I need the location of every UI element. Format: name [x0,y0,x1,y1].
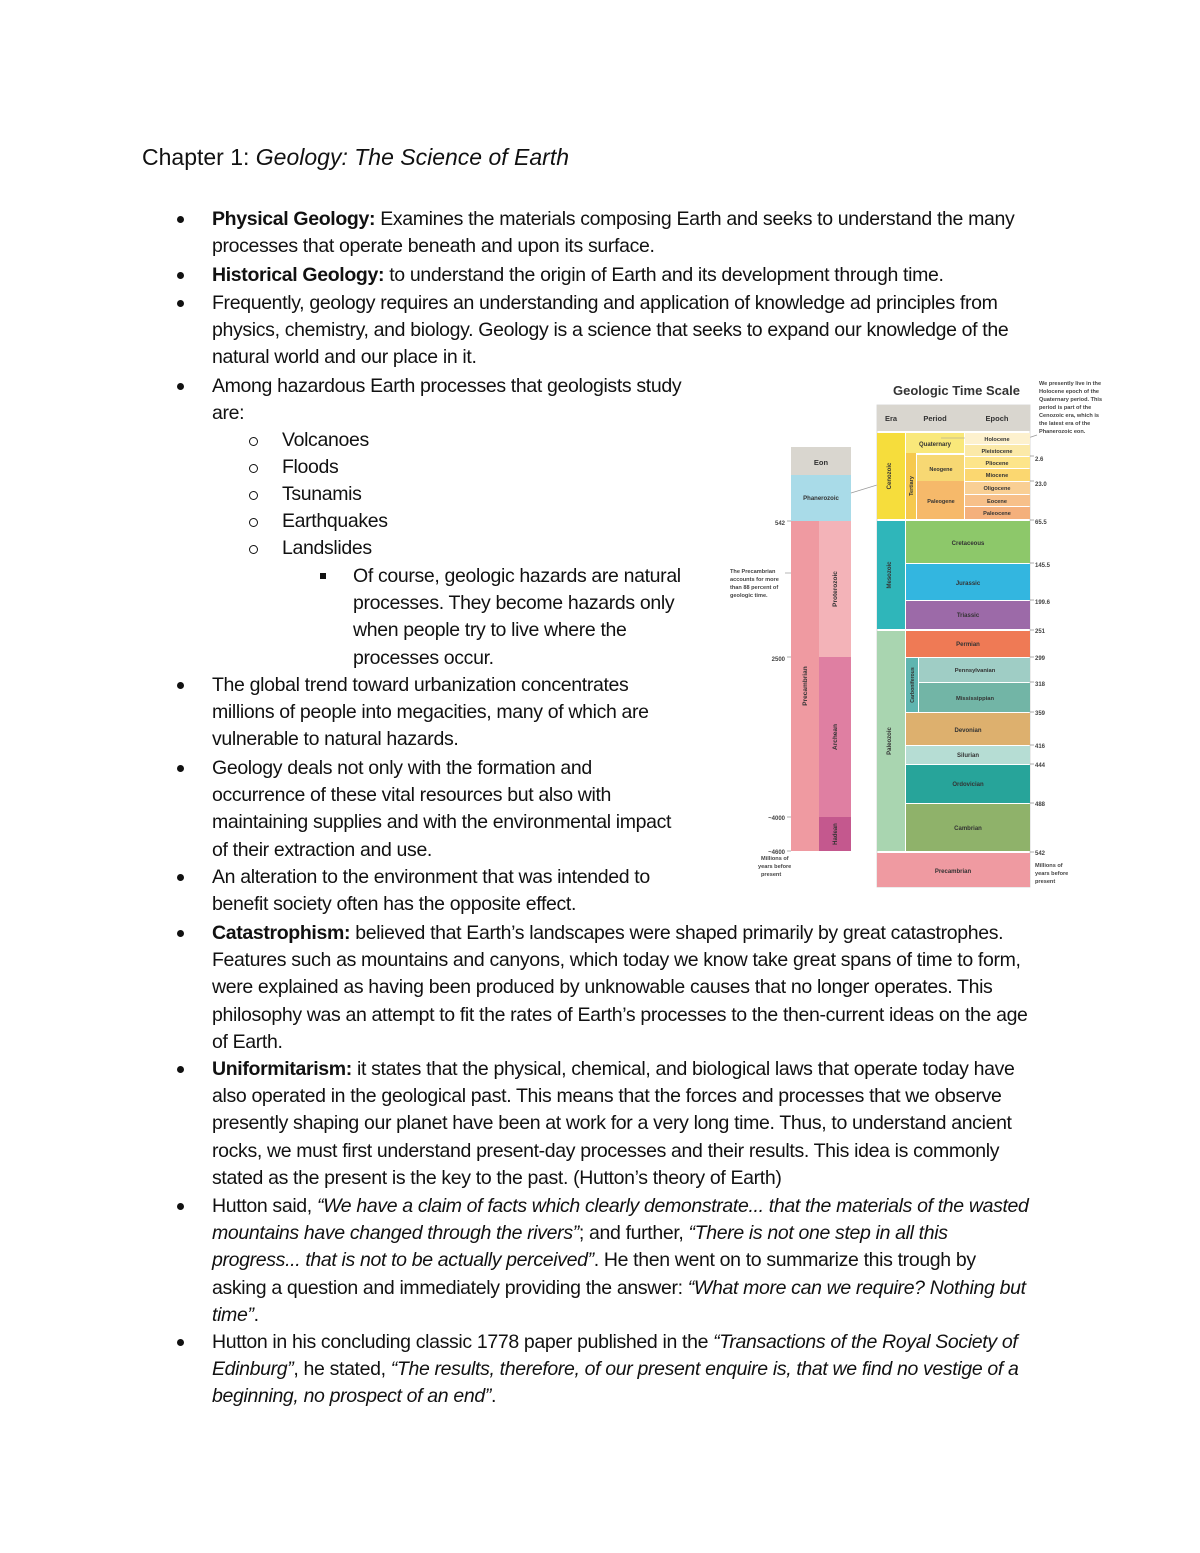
bullet-hutton-paper [212,1329,1019,1411]
text-line: rocks, we must first understand present-day processes and their results. This idea is commonly [212,1139,1000,1162]
cretaceous-label: Cretaceous [951,541,985,547]
figure-note [1039,381,1102,435]
pliocene-label: Pliocene [985,461,1009,467]
text-line: of their extraction and use. [212,838,433,861]
chapter-label: Chapter 1: [142,144,250,170]
ordovician-label: Ordovician [952,782,984,788]
neogene-label: Neogene [929,467,953,473]
note-line: than 88 percent of [730,585,779,591]
precambrian-eon-label: Precambrian [802,666,809,706]
text-line: occurrence of these vital resources but also with [212,784,612,807]
text-line: An alteration to the environment that was intended to [212,866,650,888]
bullet-icon [177,272,184,279]
tick-label: 65.5 [1035,520,1047,526]
geologic-time-scale-svg [725,375,1120,895]
cenozoic-label: Cenozoic [887,462,893,490]
leader-line [851,485,877,493]
hazard-note [353,563,681,672]
bullet-icon [177,1203,184,1210]
bullet-geology-science [212,290,1008,372]
note-line: The Precambrian [730,569,776,575]
unit-line: Millions of [1035,863,1063,869]
text-line: physics, chemistry, and biology. Geology is a science that seeks to expand our knowledge of the [212,319,1009,342]
bullet-urbanization [212,672,649,754]
tick-label: 416 [1035,744,1046,750]
quote-span: time” [212,1303,254,1326]
left-axis-units [758,856,791,878]
text-span: . He then went on to summarize this trough by [593,1249,976,1272]
tick-label: 299 [1035,656,1046,662]
left-tick-marks [787,521,791,851]
period-header: Period [923,414,947,423]
archean-label: Archean [832,723,839,751]
tick-label: 2.6 [1035,457,1044,463]
bullet-resources [212,755,671,864]
note-line: accounts for more [730,577,779,583]
tick-label: 488 [1035,802,1046,808]
bullet-physical-geology [212,206,1014,260]
text-line: Of course, geologic hazards are natural [353,565,681,587]
quaternary-label: Quaternary [918,442,952,448]
permian-label: Permian [956,642,980,648]
pennsylvanian-label: Pennsylvanian [954,668,996,674]
list-item-hazard: Landslides [282,537,372,559]
text-span: asking a question and immediately providing the answer: [212,1276,688,1299]
bullet-icon [177,874,184,881]
note-line: the latest era of the [1039,421,1091,427]
list-item-hazard: Volcanoes [282,429,369,451]
bullet-uniformitarism [212,1056,1014,1192]
text-line: stated as the present is the key to the past. (Hutton’s theory of Earth) [212,1166,782,1189]
circle-bullet-icon [249,491,258,500]
quote-span: “We have a claim of facts which clearly demonstrate... that the materials of the wasted [316,1195,1029,1217]
bullet-icon [177,300,184,307]
note-line: Holocene epoch of the [1039,389,1099,395]
bullet-icon [177,1339,184,1346]
bullet-icon [177,765,184,772]
note-line: Cenozoic era, which is [1039,413,1099,419]
circle-bullet-icon [249,518,258,527]
right-axis-units [1035,863,1068,885]
eon-header: Eon [813,458,829,467]
paleozoic-label: Paleozoic [887,727,893,755]
text-span: ; and further, [578,1222,689,1245]
precambrian-period-label: Precambrian [934,869,972,875]
quote-span: mountains have changed through the rivers” [212,1222,579,1245]
bullet-environment [212,864,650,918]
text-line: Examines the materials composing Earth and seeks to understand the many [380,208,1015,230]
text-line: processes occur. [353,646,494,669]
note-line: geologic time. [730,593,768,599]
tick-label: 23.0 [1035,482,1047,488]
text-line: Features such as mountains and canyons, which today we know take great spans of time to form, [212,949,1021,972]
note-line: Quaternary period. This [1039,397,1103,403]
tick-label: ~4600 [768,850,785,856]
text-line: also operated in the geological past. This means that the forces and processes that we observe [212,1085,1002,1108]
list-item-hazard: Tsunamis [282,483,362,505]
quote-span: Edinburg” [212,1358,294,1381]
unit-line: present [1035,879,1056,885]
bullet-icon [177,930,184,937]
bullet-icon [177,682,184,689]
text-line: The global trend toward urbanization concentrates [212,674,629,696]
text-span: . [491,1385,497,1408]
right-tick-marks [1030,456,1034,852]
bullet-historical-geology [212,262,944,289]
term-uniformitarism: Uniformitarism: [212,1058,352,1080]
tick-label: 199.6 [1035,600,1051,606]
text-line: it states that the physical, chemical, and biological laws that operate today have [357,1058,1015,1080]
term-physical-geology: Physical Geology: [212,208,376,230]
text-line: to understand the origin of Earth and its development through time. [389,264,944,286]
bullet-hutton-said [212,1193,1029,1329]
unit-line: present [761,872,782,878]
chapter-subtitle: Geology: The Science of Earth [255,144,570,170]
text-line: are: [212,402,245,425]
text-line: processes that operate beneath and upon its surface. [212,235,655,258]
eocene-label: Eocene [987,499,1007,505]
circle-bullet-icon [249,545,258,554]
term-catastrophism: Catastrophism: [212,922,351,944]
text-span: , he stated, [293,1358,391,1381]
chapter-title [142,142,569,172]
text-line: benefit society often has the opposite effect. [212,893,577,916]
epoch-header: Epoch [985,414,1009,423]
holocene-label: Holocene [984,437,1010,443]
oligocene-label: Oligocene [983,486,1011,492]
square-bullet-icon [320,573,326,579]
tick-label: 251 [1035,629,1046,635]
note-line: We presently live in the [1039,381,1102,387]
text-line: when people try to live where the [353,619,627,642]
carboniferous-label: Carboniferous [910,667,916,703]
figure-title: Geologic Time Scale [893,383,1020,398]
tick-label: 444 [1035,763,1046,769]
text-line: philosophy was an attempt to fit the rates of Earth’s processes to the then-current ideas on the age [212,1003,1028,1026]
devonian-label: Devonian [954,728,982,734]
bullet-hazards [212,373,681,427]
quote-span: “There is not one step in all this [688,1222,948,1245]
unit-line: years before [758,864,792,870]
tick-label: 359 [1035,711,1046,717]
note-line: period is part of the [1039,405,1092,411]
text-line: processes. They become hazards only [353,592,675,615]
text-line: of Earth. [212,1030,283,1053]
paleocene-label: Paleocene [983,511,1011,517]
quote-span: “What more can we require? Nothing but [687,1276,1026,1299]
era-header: Era [884,414,898,423]
text-span: Hutton said, [212,1195,317,1217]
hadean-label: Hadean [833,823,839,845]
text-span: Hutton in his concluding classic 1778 paper published in the [212,1331,714,1353]
note-line: Phanerozoic eon. [1039,429,1086,435]
proterozoic-label: Proterozoic [832,571,839,607]
term-historical-geology: Historical Geology: [212,264,385,286]
text-line: believed that Earth’s landscapes were shaped primarily by great catastrophes. [355,922,1004,944]
text-line: Geology deals not only with the formation and [212,757,592,779]
list-item-hazard: Earthquakes [282,510,388,532]
tick-label: 145.5 [1035,563,1051,569]
quote-span: beginning, no prospect of an end” [212,1385,491,1408]
quote-span: “Transactions of the Royal Society of [713,1331,1018,1353]
unit-line: Millions of [761,856,789,862]
quote-span: “The results, therefore, of our present enquire is, that we find no vestige of a [390,1358,1019,1381]
mississippian-label: Mississippian [955,696,995,702]
miocene-label: Miocene [985,473,1009,479]
tick-label: 2500 [771,657,785,663]
list-item-hazard: Floods [282,456,339,478]
text-line: vulnerable to natural hazards. [212,728,459,751]
circle-bullet-icon [249,437,258,446]
paleogene-label: Paleogene [927,499,955,505]
bullet-icon [177,383,184,390]
circle-bullet-icon [249,464,258,473]
triassic-label: Triassic [956,613,980,619]
text-line: Frequently, geology requires an understanding and application of knowledge ad principles from [212,292,998,314]
bullet-icon [177,216,184,223]
text-line: presently shaping our planet have been at work for a very long time. Thus, to understand ancient [212,1112,1012,1135]
cambrian-label: Cambrian [954,826,982,832]
tertiary-label: Tertiary [909,476,915,496]
mesozoic-label: Mesozoic [887,561,893,589]
right-axis-ticks [1035,457,1051,857]
silurian-label: Silurian [956,753,980,759]
unit-line: years before [1035,871,1069,877]
tick-label: ~4000 [768,816,785,822]
tick-label: 542 [1035,851,1046,857]
text-line: Among hazardous Earth processes that geologists study [212,375,682,397]
quote-span: progress... that is not to be actually perceived” [212,1249,594,1272]
text-line: natural world and our place in it. [212,346,477,369]
tick-label: 318 [1035,682,1046,688]
text-span: . [253,1303,259,1326]
pleistocene-label: Pleistocene [981,449,1013,455]
bullet-catastrophism [212,920,1028,1056]
geologic-time-scale-figure [725,375,1120,895]
text-line: were explained as having been produced by unknowable causes that no longer operates. This [212,976,993,999]
tick-label: 542 [774,521,785,527]
bullet-icon [177,1066,184,1073]
text-line: millions of people into megacities, many of which are [212,701,649,724]
precambrian-note [730,569,779,599]
phanerozoic-label: Phanerozoic [803,496,839,502]
jurassic-label: Jurassic [955,581,981,587]
text-line: maintaining supplies and with the environmental impact [212,811,672,834]
